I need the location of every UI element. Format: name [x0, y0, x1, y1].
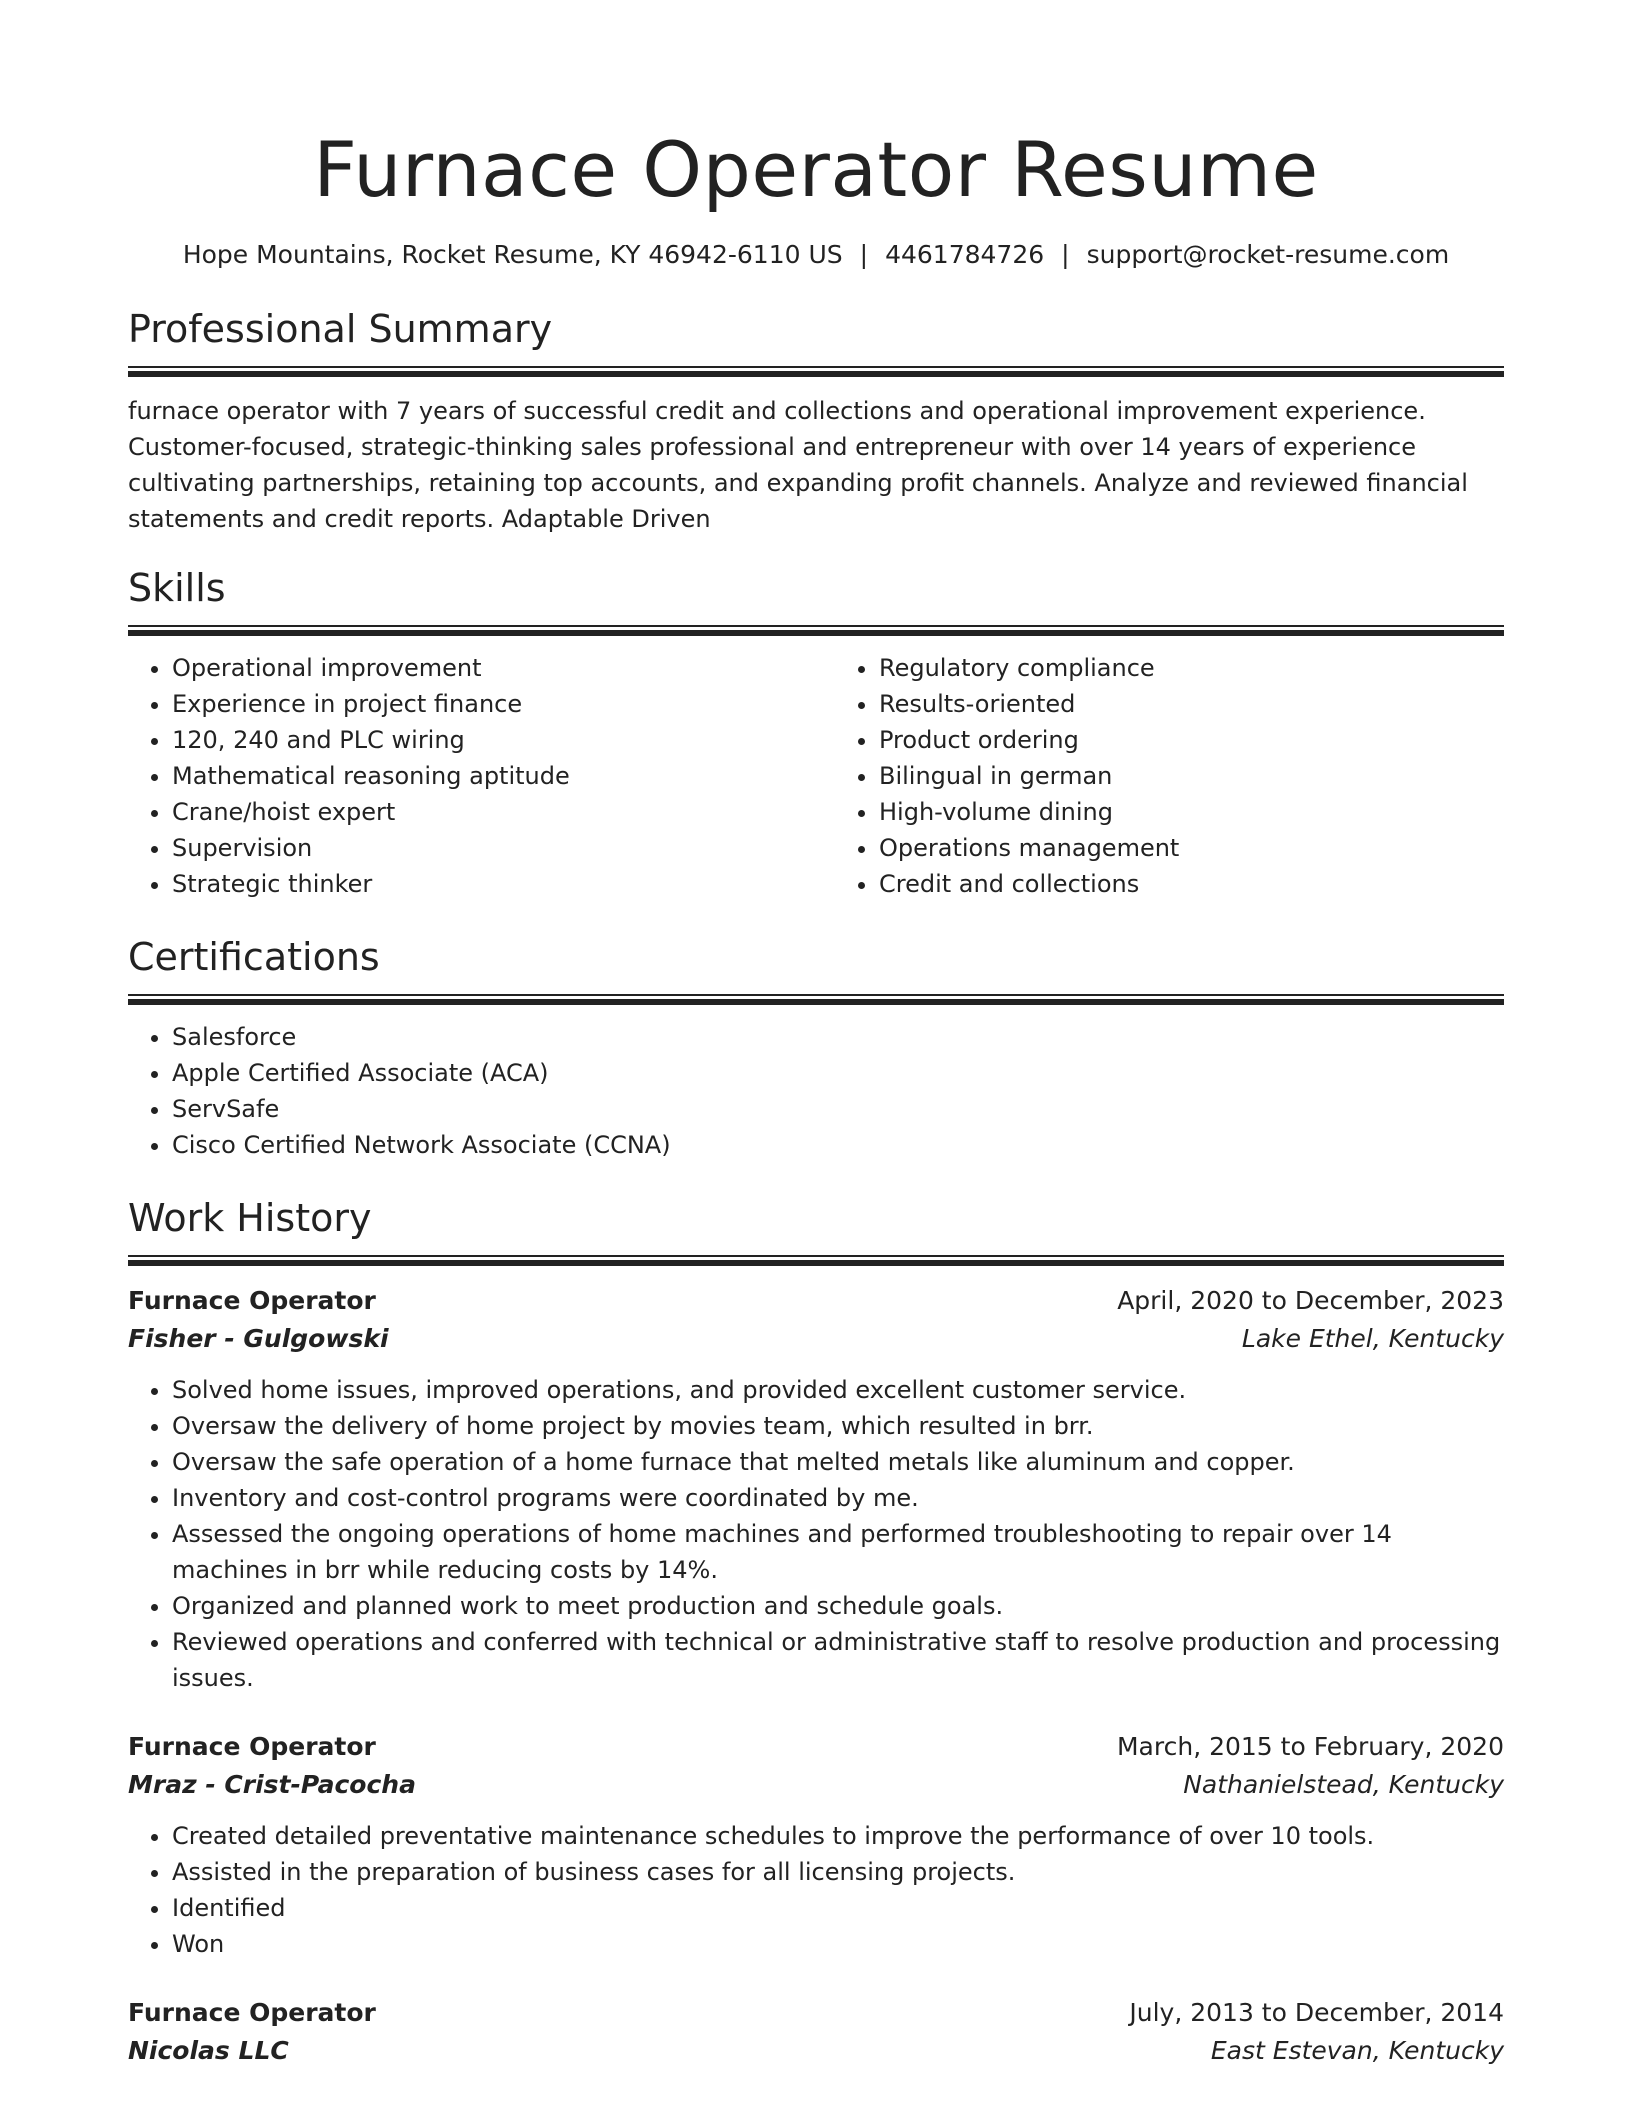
- job-bullet: • Identified: [172, 1890, 1504, 1926]
- section-divider: [128, 994, 1504, 1005]
- job-bullet: • Reviewed operations and conferred with technical or administrative staff to resolve production and processing issues.: [172, 1624, 1504, 1696]
- job-company: Nicolas LLC: [128, 2036, 289, 2065]
- section-heading-summary: Professional Summary: [128, 307, 553, 351]
- resume-title: Furnace Operator Resume: [313, 125, 1319, 214]
- certifications-section: [128, 932, 1504, 1163]
- job-entry: [128, 1282, 1504, 1696]
- skill-item: • 120, 240 and PLC wiring: [172, 722, 797, 758]
- section-divider: [128, 366, 1504, 377]
- skill-item: • Regulatory compliance: [879, 650, 1504, 686]
- job-dates: July, 2013 to December, 2014: [1129, 1998, 1504, 2027]
- skills-list-left: [128, 650, 797, 902]
- job-bullet: • Assessed the ongoing operations of home machines and performed troubleshooting to repair over 14 machines in brr while reducing costs by 14%.: [172, 1516, 1504, 1588]
- contact-address: Hope Mountains, Rocket Resume, KY 46942-6110 US: [182, 240, 843, 269]
- section-divider: [128, 1255, 1504, 1266]
- skills-columns: [128, 650, 1504, 902]
- job-company: Mraz - Crist-Pacocha: [128, 1770, 416, 1799]
- certification-item: • Cisco Certified Network Associate (CCNA): [172, 1127, 1504, 1163]
- job-bullet: • Inventory and cost-control programs were coordinated by me.: [172, 1480, 1504, 1516]
- skill-item: • Operations management: [879, 830, 1504, 866]
- job-location: East Estevan, Kentucky: [1210, 2036, 1504, 2065]
- job-entry: [128, 1994, 1504, 2070]
- skill-item: • Bilingual in german: [879, 758, 1504, 794]
- skill-item: • Experience in project finance: [172, 686, 797, 722]
- job-bullet: • Oversaw the safe operation of a home furnace that melted metals like aluminum and copper.: [172, 1444, 1504, 1480]
- section-heading-skills: Skills: [128, 566, 226, 610]
- work-history-section: [128, 1193, 1504, 2070]
- job-header: [128, 1994, 1504, 2032]
- job-location: Nathanielstead, Kentucky: [1183, 1770, 1504, 1799]
- skill-item: • Strategic thinker: [172, 866, 797, 902]
- job-bullet: • Won: [172, 1926, 1504, 1962]
- job-bullet: • Assisted in the preparation of business cases for all licensing projects.: [172, 1854, 1504, 1890]
- contact-separator: |: [859, 240, 869, 269]
- job-header: [128, 1728, 1504, 1766]
- certification-item: • Apple Certified Associate (ACA): [172, 1055, 1504, 1091]
- job-bullet: • Organized and planned work to meet production and schedule goals.: [172, 1588, 1504, 1624]
- skills-list-right: [835, 650, 1504, 902]
- job-subheader: [128, 1766, 1504, 1804]
- skill-item: • Product ordering: [879, 722, 1504, 758]
- certifications-list: [128, 1019, 1504, 1163]
- resume-page: [128, 0, 1504, 2070]
- certification-item: • ServSafe: [172, 1091, 1504, 1127]
- skill-item: • Results-oriented: [879, 686, 1504, 722]
- job-title: Furnace Operator: [128, 1286, 376, 1315]
- job-title: Furnace Operator: [128, 1998, 376, 2027]
- summary-text: furnace operator with 7 years of successful credit and collections and operational improvement experience. Customer-focused, strategic-thinking sales professional and entrepreneur with over 14 years of experience cultivating partnerships, retaining top accounts, and expanding profit channels. Analyze and reviewed financial statements and credit reports. Adaptable Driven: [128, 397, 1468, 533]
- certification-item: • Salesforce: [172, 1019, 1504, 1055]
- job-bullet-list: [128, 1818, 1504, 1962]
- contact-email[interactable]: support@rocket-resume.com: [1086, 240, 1450, 269]
- skill-item: • Supervision: [172, 830, 797, 866]
- job-subheader: [128, 2032, 1504, 2070]
- section-heading-certifications: Certifications: [128, 935, 380, 979]
- job-header: [128, 1282, 1504, 1320]
- job-dates: April, 2020 to December, 2023: [1117, 1286, 1504, 1315]
- skill-item: • Crane/hoist expert: [172, 794, 797, 830]
- job-bullet-list: [128, 1372, 1504, 1696]
- job-title: Furnace Operator: [128, 1732, 376, 1761]
- contact-phone: 4461784726: [885, 240, 1045, 269]
- job-bullet: • Solved home issues, improved operations, and provided excellent customer service.: [172, 1372, 1504, 1408]
- section-heading-work-history: Work History: [128, 1196, 372, 1240]
- summary-section: [128, 304, 1504, 537]
- job-location: Lake Ethel, Kentucky: [1241, 1324, 1504, 1353]
- job-entry: [128, 1728, 1504, 1962]
- section-divider: [128, 625, 1504, 636]
- skills-section: [128, 563, 1504, 902]
- skill-item: • Mathematical reasoning aptitude: [172, 758, 797, 794]
- job-bullet: • Oversaw the delivery of home project by movies team, which resulted in brr.: [172, 1408, 1504, 1444]
- skill-item: • Operational improvement: [172, 650, 797, 686]
- skill-item: • Credit and collections: [879, 866, 1504, 902]
- job-bullet: • Created detailed preventative maintenance schedules to improve the performance of over 10 tools.: [172, 1818, 1504, 1854]
- skill-item: • High-volume dining: [879, 794, 1504, 830]
- job-dates: March, 2015 to February, 2020: [1116, 1732, 1504, 1761]
- job-subheader: [128, 1320, 1504, 1358]
- job-company: Fisher - Gulgowski: [128, 1324, 389, 1353]
- contact-separator: |: [1061, 240, 1070, 269]
- contact-line: [128, 238, 1504, 272]
